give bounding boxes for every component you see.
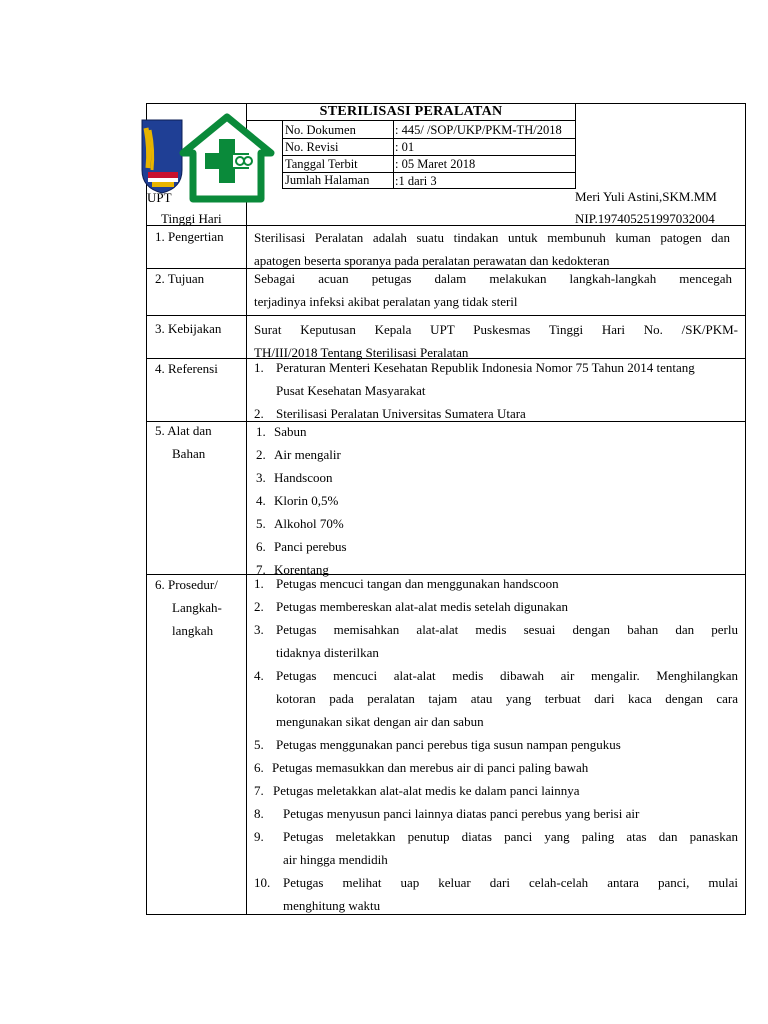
- text-line: Petugas memasukkan dan merebus air di panci paling bawah: [272, 760, 589, 775]
- list-text: Korentang: [274, 562, 329, 577]
- text-line: Petugas menyusun panci lainnya diatas panci perebus yang berisi air: [283, 806, 640, 821]
- section-label-kebijakan: 3. Kebijakan: [155, 321, 222, 336]
- list-item: [254, 572, 738, 595]
- text-line: Petugas memisahkan alat-alat medis sesuai dengan bahan dan perlu: [276, 622, 738, 637]
- list-item: [256, 420, 307, 443]
- list-text: Klorin 0,5%: [274, 493, 339, 508]
- meta-label-jumlah-halaman: Jumlah Halaman: [285, 173, 370, 187]
- text-line: Surat Keputusan Kepala UPT Puskesmas Tinggi Hari No. /SK/PKM-: [254, 322, 738, 337]
- list-item: [254, 664, 738, 733]
- list-number: 2.: [256, 447, 266, 462]
- section-label-prosedur-line1: 6. Prosedur/: [155, 577, 218, 592]
- list-number: 6.: [256, 539, 266, 554]
- referensi-list: [254, 356, 738, 420]
- list-item: [256, 489, 339, 512]
- section-text-tujuan: [254, 267, 732, 313]
- text-line: Petugas mencuci alat-alat medis dibawah air mengalir. Menghilangkan: [276, 668, 738, 683]
- list-number: 7.: [256, 562, 266, 577]
- text-line: Pusat Kesehatan Masyarakat: [276, 383, 426, 398]
- text-line: kotoran pada peralatan tajam atau yang terbuat dari kaca dengan cara: [276, 691, 738, 706]
- list-number: 1.: [254, 360, 264, 375]
- meta-value-no-dokumen: : 445/ /SOP/UKP/PKM-TH/2018: [395, 123, 562, 137]
- list-item: [254, 618, 738, 664]
- text-line: Petugas melihat uap keluar dari celah-celah antara panci, mulai: [283, 875, 738, 890]
- list-item: [256, 443, 341, 466]
- list-item: [254, 871, 738, 917]
- list-item: [254, 825, 738, 871]
- list-number: 3.: [256, 470, 266, 485]
- prosedur-list: [254, 572, 738, 914]
- list-number: 7.: [254, 783, 264, 798]
- section-label-pengertian: 1. Pengertian: [155, 229, 224, 244]
- list-number: 5.: [254, 737, 264, 752]
- list-text: Handscoon: [274, 470, 333, 485]
- list-number: 4.: [254, 668, 264, 683]
- list-item: [254, 779, 738, 802]
- meta-label-no-dokumen: No. Dokumen: [285, 123, 356, 137]
- org-name-line1: UPT: [147, 190, 172, 205]
- meta-label-no-revisi: No. Revisi: [285, 140, 339, 154]
- list-number: 1.: [254, 576, 264, 591]
- section-text-pengertian: [254, 226, 730, 272]
- list-item: [256, 512, 344, 535]
- puskesmas-logo: [179, 113, 275, 203]
- text-line: terjadinya infeksi akibat peralatan yang tidak steril: [254, 294, 518, 309]
- list-number: 4.: [256, 493, 266, 508]
- list-number: 8.: [254, 806, 264, 821]
- text-line: Sebagai acuan petugas dalam melakukan langkah-langkah mencegah: [254, 271, 732, 286]
- section-label-alat-line2: Bahan: [172, 446, 206, 461]
- text-line: menghitung waktu: [283, 898, 381, 913]
- text-line: air hingga mendidih: [283, 852, 388, 867]
- list-item: [254, 356, 738, 402]
- meta-value-no-revisi: : 01: [395, 140, 415, 154]
- list-item: [254, 595, 738, 618]
- text-line: Sterilisasi Peralatan adalah suatu tindakan untuk membunuh kuman patogen dan: [254, 230, 730, 245]
- text-line: Petugas menggunakan panci perebus tiga susun nampan pengukus: [276, 737, 621, 752]
- list-text: Sabun: [274, 424, 307, 439]
- text-line: Petugas membereskan alat-alat medis setelah digunakan: [276, 599, 569, 614]
- list-number: 6.: [254, 760, 264, 775]
- text-line: Sterilisasi Peralatan Universitas Sumatera Utara: [276, 406, 526, 421]
- section-label-prosedur-line2: Langkah-: [172, 600, 222, 615]
- list-number: 5.: [256, 516, 266, 531]
- list-item: [254, 756, 738, 779]
- list-number: 9.: [254, 829, 264, 844]
- section-label-alat-line1: 5. Alat dan: [155, 423, 212, 438]
- list-item: [256, 535, 347, 558]
- org-name-line2: Tinggi Hari: [161, 211, 222, 226]
- list-item: [254, 733, 738, 756]
- list-text: Alkohol 70%: [274, 516, 344, 531]
- text-line: tidaknya disterilkan: [276, 645, 379, 660]
- text-line: TH/III/2018 Tentang Sterilisasi Peralatan: [254, 345, 469, 360]
- list-text: Air mengalir: [274, 447, 341, 462]
- meta-label-tanggal-terbit: Tanggal Terbit: [285, 157, 358, 171]
- meta-value-jumlah-halaman: :1 dari 3: [395, 174, 437, 188]
- list-number: 1.: [256, 424, 266, 439]
- text-line: Petugas meletakkan alat-alat medis ke dalam panci lainnya: [273, 783, 580, 798]
- alat-list: [256, 420, 456, 577]
- list-item: [256, 466, 333, 489]
- list-item: [254, 802, 738, 825]
- text-line: Petugas mencuci tangan dan menggunakan handscoon: [276, 576, 559, 591]
- list-number: 2.: [254, 406, 264, 421]
- section-label-referensi: 4. Referensi: [155, 361, 218, 376]
- text-line: mengunakan sikat dengan air dan sabun: [276, 714, 484, 729]
- signer-name: Meri Yuli Astini,SKM.MM: [575, 189, 717, 204]
- section-label-prosedur-line3: langkah: [172, 623, 214, 638]
- signer-nip: NIP.197405251997032004: [575, 211, 715, 226]
- list-number: 2.: [254, 599, 264, 614]
- text-line: Peraturan Menteri Kesehatan Republik Indonesia Nomor 75 Tahun 2014 tentang: [276, 360, 695, 375]
- meta-value-tanggal-terbit: : 05 Maret 2018: [395, 157, 476, 171]
- text-line: Petugas meletakkan penutup diatas panci yang paling atas dan panaskan: [283, 829, 738, 844]
- list-text: Panci perebus: [274, 539, 347, 554]
- document-title: STERILISASI PERALATAN: [319, 104, 503, 119]
- text-line: apatogen beserta sporanya pada peralatan perawatan dan kedokteran: [254, 253, 610, 268]
- section-label-tujuan: 2. Tujuan: [155, 271, 205, 286]
- list-number: 10.: [254, 875, 271, 890]
- list-number: 3.: [254, 622, 264, 637]
